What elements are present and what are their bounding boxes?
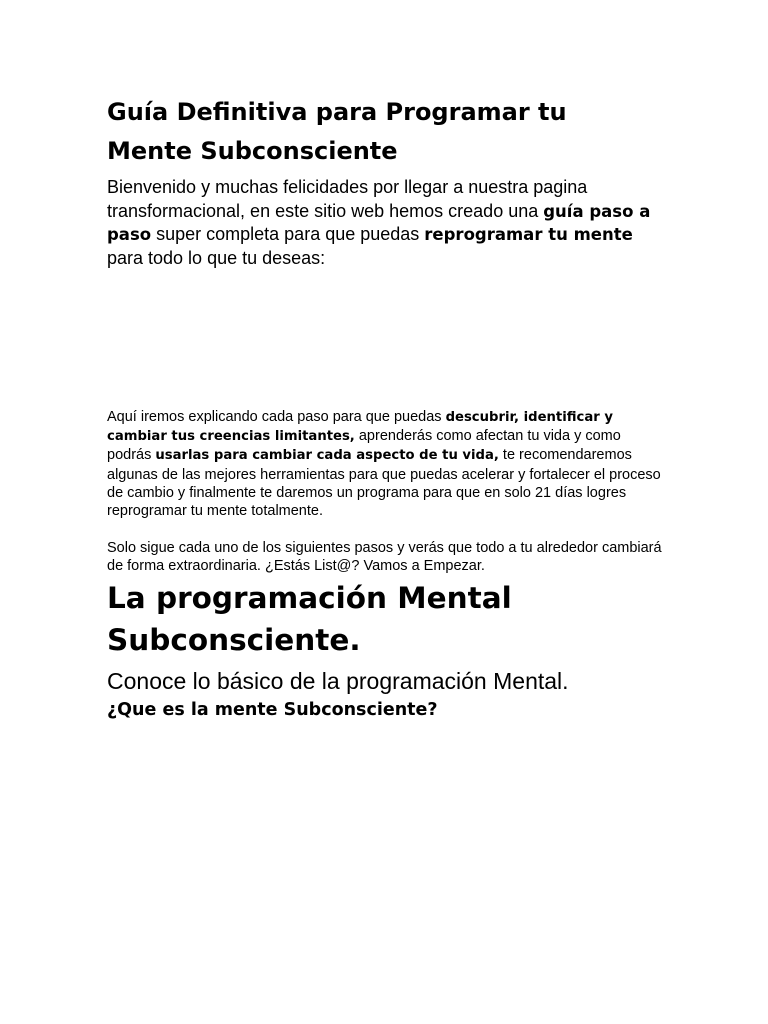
section-subtitle: Conoce lo básico de la programación Mental. [107, 668, 569, 694]
body1-text-3: te recomendaremos algunas de las mejores herramientas para que puedas acelerar y fortalecer el proceso de cambio y finalmente te daremos un programa para que en solo 21 días logres reprogramar tu mente totalmente. [107, 447, 661, 520]
intro-text-1: Bienvenido y muchas felicidades por llegar a nuestra pagina transformacional, en este sitio web hemos creado una [107, 177, 588, 221]
section-heading [107, 577, 667, 661]
document-title [107, 93, 667, 171]
body1-text-1: Aquí iremos explicando cada paso para que puedas [107, 409, 446, 425]
intro-bold-2: reprogramar tu mente [424, 225, 633, 244]
subheading: ¿Que es la mente Subconsciente? [107, 700, 438, 720]
body1-text-2: aprenderás como afectan tu vida y como podrás [107, 428, 621, 464]
body-paragraph-1 [107, 408, 667, 520]
body1-bold-1: descubrir, identificar y cambiar tus creencias limitantes, [107, 410, 613, 445]
intro-text-3: para todo lo que tu deseas: [107, 247, 326, 268]
body-paragraph-2: Solo sigue cada uno de los siguientes pasos y verás que todo a tu alrededor cambiará de forma extraordinaria. ¿Estás List@? Vamos a Empezar. [107, 540, 662, 575]
section-heading-line2: Subconsciente. [107, 623, 361, 657]
document-title-line1: Guía Definitiva para Programar tu [107, 98, 567, 126]
document-title-line2: Mente Subconsciente [107, 137, 398, 165]
intro-text-2: super completa para que puedas [151, 224, 425, 244]
body1-bold-2: usarlas para cambiar cada aspecto de tu vida, [155, 448, 499, 464]
intro-bold-1: guía paso a paso [107, 201, 651, 244]
section-heading-line1: La programación Mental [107, 581, 512, 615]
intro-paragraph [107, 176, 667, 270]
